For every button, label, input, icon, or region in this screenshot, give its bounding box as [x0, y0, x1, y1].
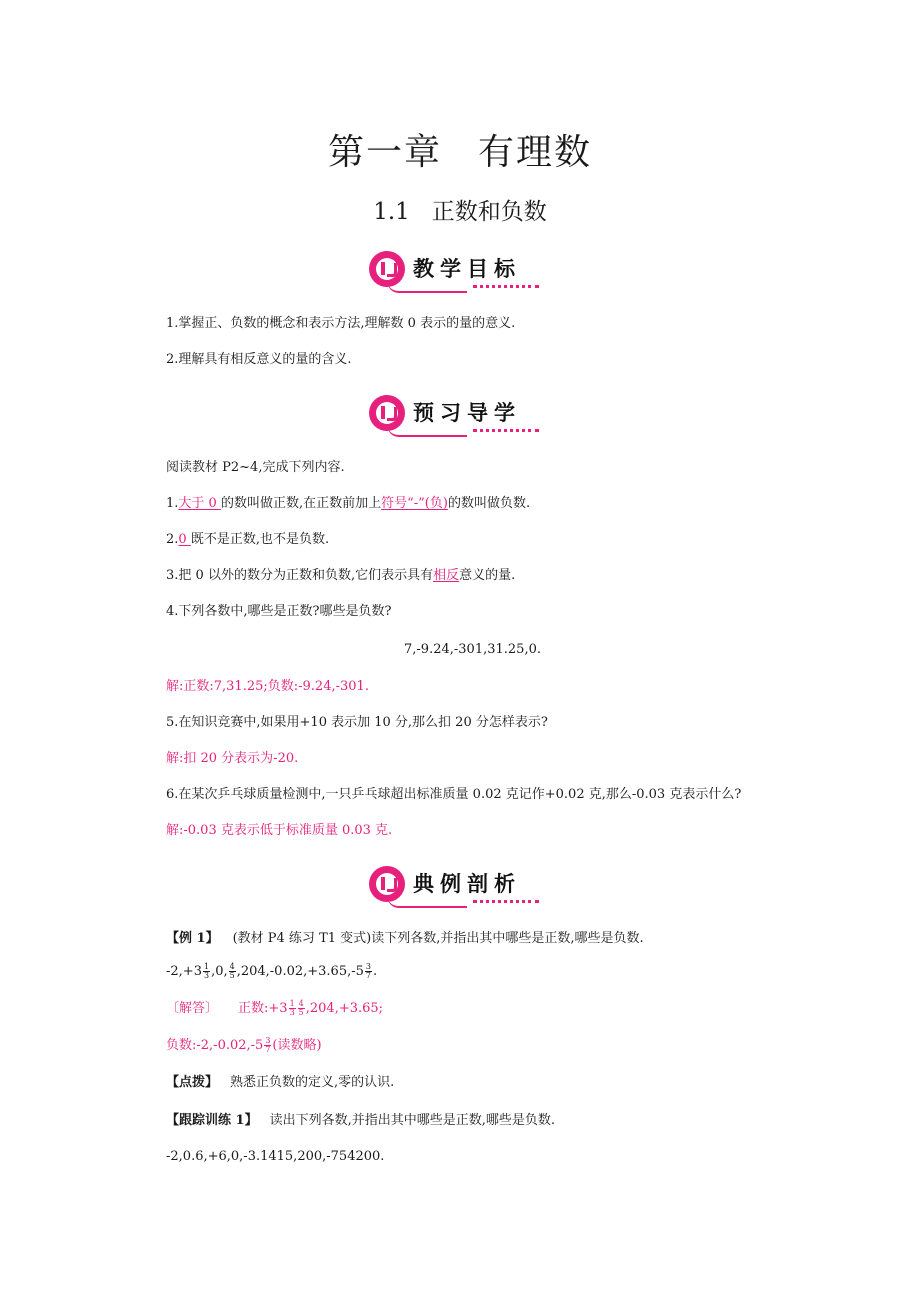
hint-label: 【点拨】	[166, 1075, 219, 1090]
q3-suffix: 意义的量.	[459, 568, 516, 583]
denominator: 7	[265, 1045, 271, 1054]
training-text: 读出下列各数,并指出其中哪些是正数,哪些是负数.	[269, 1113, 555, 1128]
example-label: 【例 1】	[166, 931, 219, 946]
section-name: 正数和负数	[431, 199, 547, 225]
fraction	[229, 963, 236, 980]
denominator: 3	[289, 1008, 295, 1017]
example-1-hint	[166, 1073, 394, 1093]
denominator: 5	[298, 1008, 304, 1017]
question-5-answer: 解:扣 20 分表示为-20.	[166, 751, 299, 766]
banner-title: 预习导学	[413, 401, 521, 425]
numbers-text: .	[372, 964, 378, 979]
question-3	[166, 566, 515, 586]
swoosh-decoration	[387, 281, 467, 293]
question-5: 5.在知识竞赛中,如果用+10 表示加 10 分,那么扣 20 分怎样表示?	[166, 715, 548, 730]
dots-decoration	[473, 900, 539, 906]
preview-banner	[365, 391, 545, 435]
answer-blank: 0	[178, 532, 191, 547]
numbers-text: ,0,	[211, 964, 228, 979]
chapter-number: 第一章	[327, 132, 442, 173]
objective-item: 2.理解具有相反意义的量的含义.	[166, 352, 352, 367]
answer-text: ,204,+3.65;	[305, 1001, 384, 1016]
numerator: 4	[229, 962, 235, 971]
question-6: 6.在某次乒乓球质量检测中,一只乒乓球超出标准质量 0.02 克记作+0.02 克,那么-0.03 克表示什么?	[166, 787, 742, 802]
example-1-answer-positive	[166, 999, 383, 1019]
numerator: 3	[365, 962, 371, 971]
banner-title: 典例剖析	[413, 872, 521, 896]
numbers-text: ,204,-0.02,+3.65,-5	[236, 964, 364, 979]
examples-banner	[365, 862, 545, 906]
answer-text: (读数略)	[272, 1038, 322, 1053]
training-1-numbers: -2,0.6,+6,0,-3.1415,200,-754200.	[166, 1149, 385, 1164]
q1-suffix: 的数叫做负数.	[447, 496, 531, 511]
answer-blank: 相反	[433, 568, 460, 583]
question-4-numbers: 7,-9.24,-301,31.25,0.	[404, 642, 541, 657]
q2-suffix: 既不是正数,也不是负数.	[190, 532, 330, 547]
numerator: 4	[298, 999, 304, 1008]
section-number: 1.1	[373, 199, 410, 225]
example-text: (教材 P4 练习 T1 变式)读下列各数,并指出其中哪些是正数,哪些是负数.	[232, 931, 644, 946]
fraction	[203, 963, 210, 980]
answer-label: 〔解答〕	[166, 1001, 219, 1016]
denominator: 5	[229, 971, 235, 980]
q1-text: 的数叫做正数,在正数前加上	[220, 496, 382, 511]
preview-intro: 阅读教材 P2~4,完成下列内容.	[166, 460, 345, 475]
section-title	[0, 193, 920, 226]
question-4-answer: 解:正数:7,31.25;负数:-9.24,-301.	[166, 679, 369, 694]
numerator: 3	[265, 1036, 271, 1045]
banner-title: 教学目标	[413, 257, 521, 281]
question-2	[166, 530, 329, 550]
example-1-numbers	[166, 962, 377, 982]
swoosh-decoration	[387, 896, 467, 908]
fraction	[264, 1037, 271, 1054]
dots-decoration	[473, 285, 539, 291]
fraction	[298, 1000, 305, 1017]
answer-blank: 大于 0	[178, 496, 221, 511]
example-1-answer-negative	[166, 1036, 322, 1056]
q2-prefix: 2.	[166, 532, 179, 547]
chapter-title	[0, 124, 920, 175]
example-1-prompt	[166, 929, 644, 949]
numerator: 1	[203, 962, 210, 971]
q3-prefix: 3.把 0 以外的数分为正数和负数,它们表示具有	[166, 568, 434, 583]
numbers-text: -2,+3	[166, 964, 202, 979]
fraction	[289, 1000, 296, 1017]
hint-text: 熟悉正负数的定义,零的认识.	[230, 1075, 395, 1090]
fraction	[365, 963, 372, 980]
q1-prefix: 1.	[166, 496, 179, 511]
question-1	[166, 494, 530, 514]
denominator: 3	[203, 971, 210, 980]
numerator: 1	[289, 999, 295, 1008]
answer-text: 负数:-2,-0.02,-5	[166, 1038, 264, 1053]
training-1-prompt	[166, 1111, 555, 1131]
answer-blank: 符号“-”(负)	[381, 496, 448, 511]
question-6-answer: 解:-0.03 克表示低于标准质量 0.03 克.	[166, 823, 393, 838]
objectives-banner	[365, 247, 545, 291]
denominator: 7	[365, 971, 371, 980]
chapter-name: 有理数	[478, 132, 593, 173]
objective-item: 1.掌握正、负数的概念和表示方法,理解数 0 表示的量的意义.	[166, 316, 516, 331]
question-4: 4.下列各数中,哪些是正数?哪些是负数?	[166, 604, 392, 619]
swoosh-decoration	[387, 425, 467, 437]
dots-decoration	[473, 429, 539, 435]
training-label: 【跟踪训练 1】	[166, 1113, 258, 1128]
answer-text: 正数:+3	[238, 1001, 288, 1016]
